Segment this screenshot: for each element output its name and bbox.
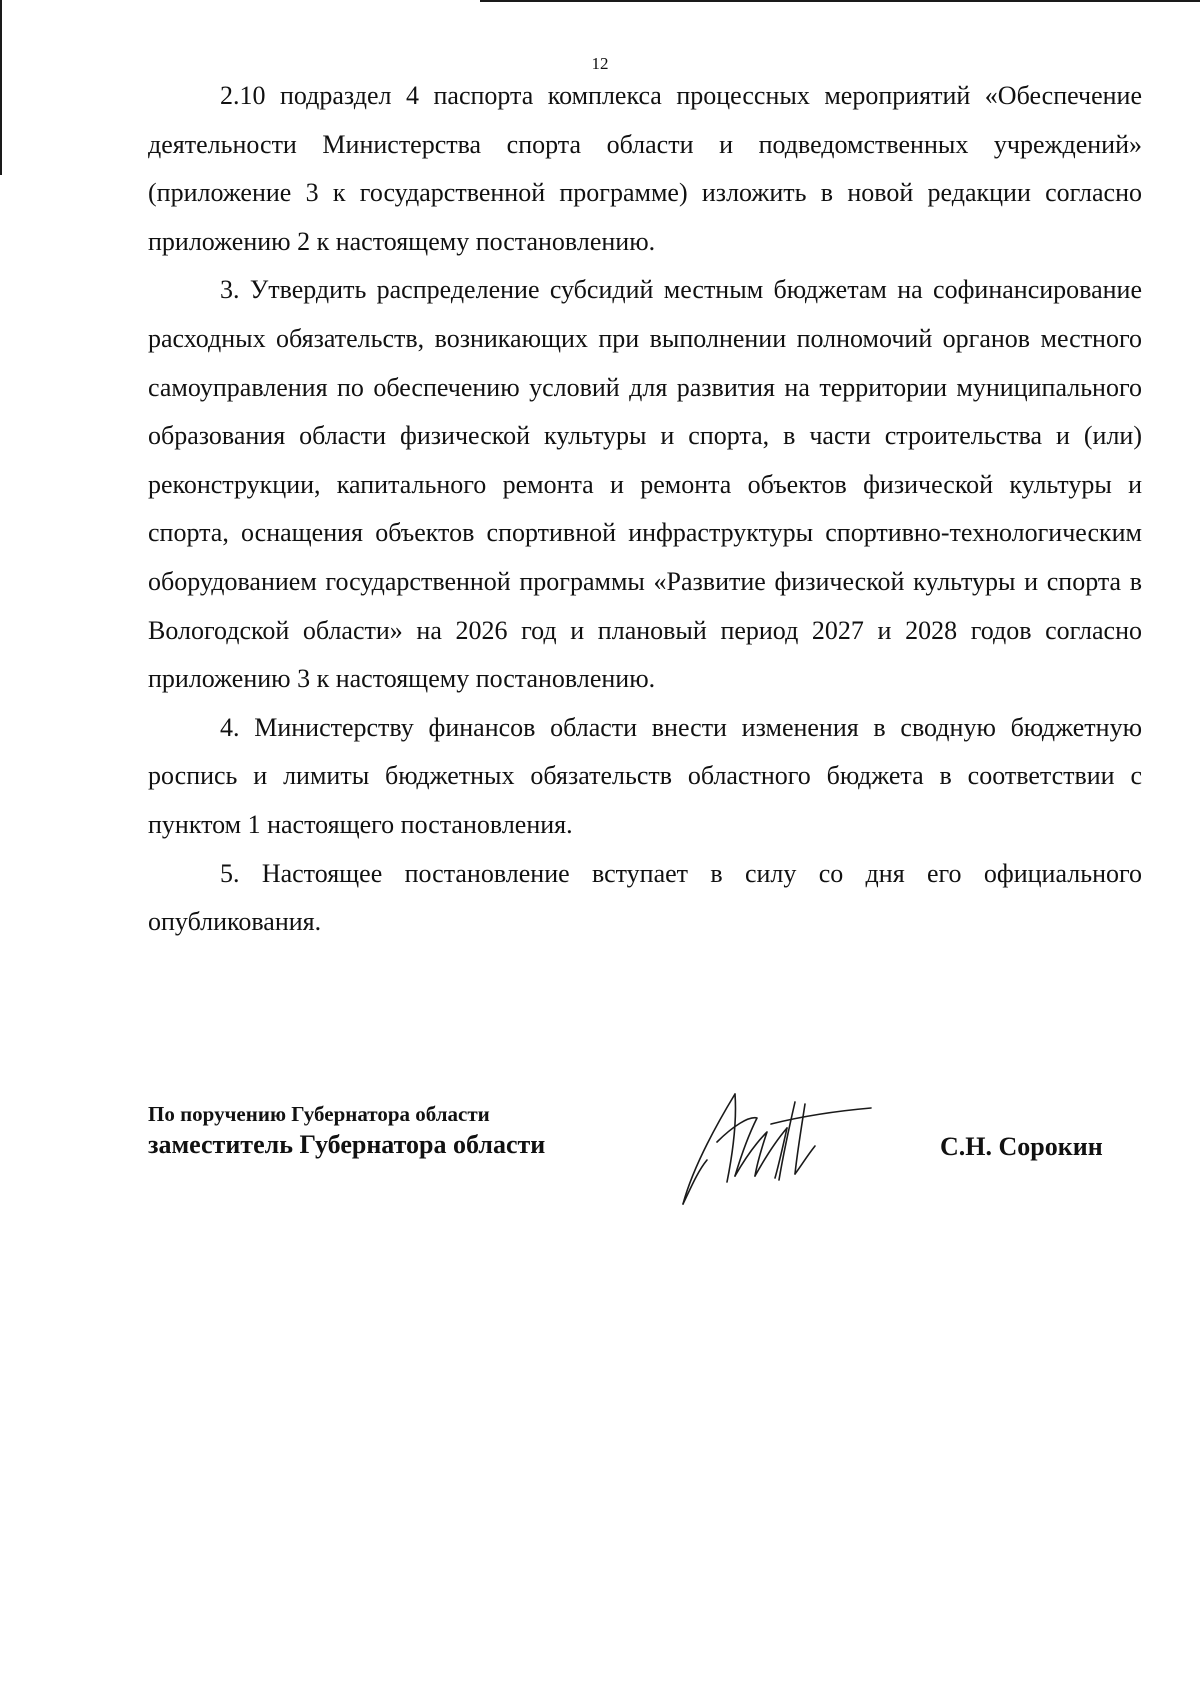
paragraph-3: 3. Утвердить распределение субсидий местным бюджетам на софинансирование расходных обязательств, возникающих при выполнении полномочий органов местного самоуправления по обеспечению условий для развития на территории муниципального образования области физической культуры и спорта, в части строительства и (или) реконструкции, капитального ремонта и ремонта объектов физической культуры и спорта, оснащения объектов спортивной инфраструктуры спортивно-технологическим оборудованием государственной программы «Развитие физической культуры и спорта в Вологодской области» на 2026 год и плановый период 2027 и 2028 годов согласно приложению 3 к настоящему постановлению.: [148, 275, 1142, 694]
signer-title-block: [148, 1100, 545, 1162]
signer-authority-line: По поручению Губернатора области: [148, 1102, 490, 1126]
scan-edge-top: [480, 0, 1200, 2]
paragraph-4: 4. Министерству финансов области внести изменения в сводную бюджетную роспись и лимиты бюджетных обязательств областного бюджета в соответствии с пунктом 1 настоящего постановления.: [148, 712, 1142, 839]
page-number: 12: [591, 54, 609, 73]
paragraph-5: 5. Настоящее постановление вступает в силу со дня его официального опубликования.: [148, 858, 1142, 937]
paragraph-2-10: 2.10 подраздел 4 паспорта комплекса процессных мероприятий «Обеспечение деятельности Министерства спорта области и подведомственных учреждений» (приложение 3 к государственной программе) изложить в новой редакции согласно приложению 2 к настоящему постановлению.: [148, 81, 1142, 256]
scan-edge-left: [0, 0, 2, 175]
signer-name: С.Н. Сорокин: [940, 1132, 1103, 1161]
handwritten-signature: [675, 1072, 875, 1212]
signer-position-line: заместитель Губернатора области: [148, 1130, 546, 1159]
document-body: [148, 72, 1142, 947]
